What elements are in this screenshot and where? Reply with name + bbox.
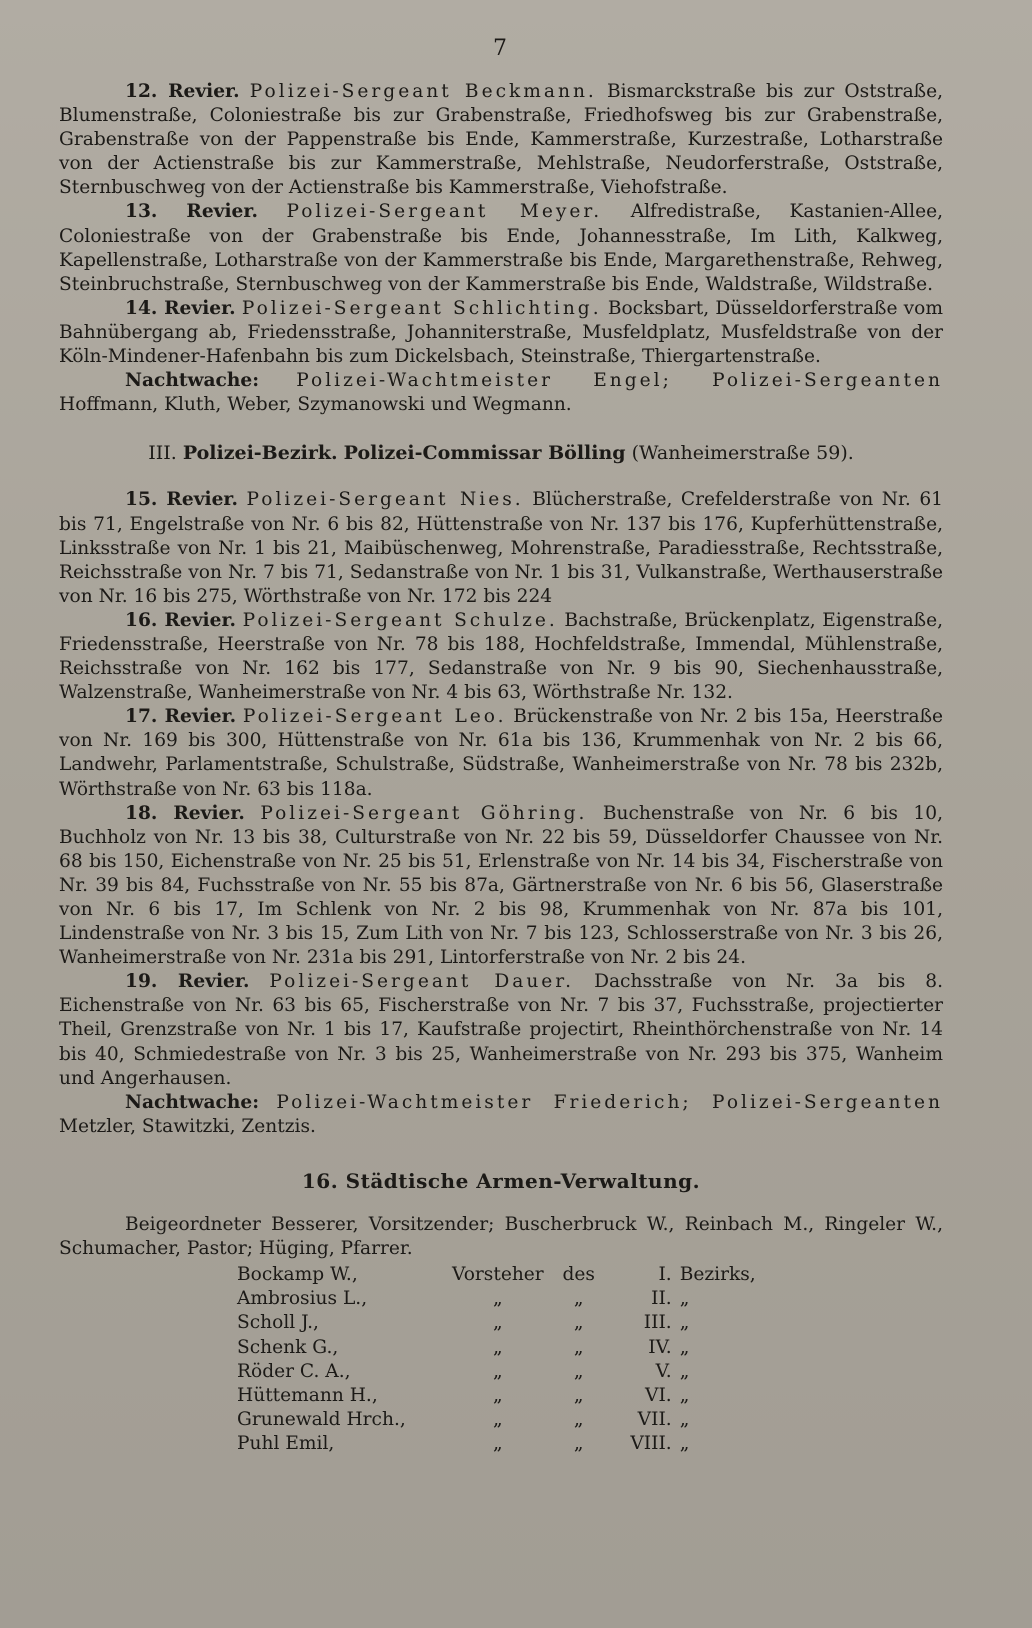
nachtwache-names: Metzler, Stawitzki, Zentzis. — [59, 1115, 316, 1137]
vorsteher-article: „ — [573, 1408, 584, 1430]
page-number: 7 — [493, 36, 507, 61]
bezirk-number: III. — [148, 442, 177, 465]
revier-entry — [59, 609, 943, 705]
vorsteher-article: des — [562, 1264, 595, 1286]
vorsteher-row — [237, 1360, 800, 1384]
revier-streets: Bachstraße, Brückenplatz, Eigenstraße, Friedensstraße, Heerstraße von Nr. 78 bis 188, Hochfeldstraße, Immendal, Mühlenstraße, Reichsstraße von Nr. 162 bis 177, Sedanstraße von Nr. 9 bis 90, Siechenhausstraße, Walzenstraße, Wanheimerstraße von Nr. 4 bis 63, Wörthstraße Nr. 132. — [59, 609, 943, 704]
bezirk-word: „ — [679, 1432, 690, 1454]
revier-heading: 14. Revier. — [125, 297, 236, 319]
revier-entry — [59, 200, 943, 296]
revier-officer: Polizei-Sergeant Beckmann. — [249, 81, 597, 102]
revier-officer: Polizei-Sergeant Schlichting. — [241, 297, 602, 319]
vorsteher-row — [237, 1263, 800, 1287]
vorsteher-title: Vorsteher — [452, 1264, 544, 1286]
revier-heading: 18. Revier. — [125, 802, 245, 824]
bezirk-word: „ — [679, 1336, 690, 1358]
nachtwache-heading: Nachtwache: — [125, 1091, 260, 1113]
vorsteher-article: „ — [573, 1288, 584, 1310]
page-content — [59, 80, 943, 1456]
nachtwache-entry — [59, 1091, 943, 1139]
bezirk-numeral: III. — [643, 1312, 672, 1334]
revier-officer: Polizei-Sergeant Göhring. — [260, 802, 588, 824]
bezirk-word: „ — [679, 1384, 690, 1406]
revier-heading: 15. Revier. — [125, 489, 238, 511]
revier-streets: Alfredistraße, Kastanien-Allee, Coloniestraße von der Grabenstraße bis Ende, Johannesstraße, Im Lith, Kalkweg, Kapellenstraße, Lotharstraße von der Kammerstraße bis Ende, Margarethenstraße, Rehweg, Steinbruchstraße, Sternbuschweg von der Kammerstraße bis Ende, Waldstraße, Wildstraße. — [59, 201, 943, 295]
bezirk-numeral: VII. — [637, 1408, 672, 1430]
revier-entry — [59, 705, 943, 801]
committee-intro: Beigeordneter Besserer, Vorsitzender; Buscherbruck W., Reinbach M., Ringeler W., Schumacher, Pastor; Hüging, Pfarrer. — [59, 1214, 943, 1260]
revier-entry — [59, 488, 943, 608]
bezirk-word: „ — [679, 1408, 690, 1430]
nachtwache-heading: Nachtwache: — [125, 370, 260, 392]
vorsteher-title: „ — [493, 1288, 503, 1310]
revier-officer: Polizei-Sergeant Meyer. — [286, 201, 603, 223]
revier-heading: 12. Revier. — [125, 81, 240, 102]
nachtwache-names: Hoffmann, Kluth, Weber, Szymanowski und Wegmann. — [59, 394, 572, 416]
nachtwache-officers: Polizei-Wachtmeister Engel; Polizei-Sergeanten — [296, 370, 943, 392]
vorsteher-title: „ — [493, 1336, 503, 1358]
vorsteher-name: Schenk G., — [237, 1336, 339, 1358]
bezirk-word: Bezirks, — [679, 1264, 756, 1286]
section-title: 16. Städtische Armen-Verwaltung. — [301, 1168, 701, 1193]
vorsteher-name: Scholl J., — [237, 1312, 319, 1334]
vorsteher-title: „ — [493, 1360, 503, 1382]
bezirk-commissar: Polizei-Commissar Bölling — [343, 442, 626, 465]
revier-streets: Dachsstraße von Nr. 3a bis 8. Eichenstraße von Nr. 63 bis 65, Fischerstraße von Nr. 7 bis 37, Fuchsstraße, projectierter Theil, Grenzstraße von Nr. 1 bis 17, Kaufstraße projectirt, Rheinthörchenstraße von Nr. 14 bis 40, Schmiedestraße von Nr. 3 bis 25, Wanheimerstraße von Nr. 293 bis 375, Wanheim und Angerhausen. — [59, 971, 943, 1089]
bezirk-numeral: V. — [655, 1360, 672, 1382]
bezirk-heading — [59, 441, 943, 465]
vorsteher-name: Puhl Emil, — [237, 1432, 335, 1454]
revier-streets: Buchenstraße von Nr. 6 bis 10, Buchholz von Nr. 13 bis 38, Culturstraße von Nr. 22 bis 59, Düsseldorfer Chaussee von Nr. 68 bis 150, Eichenstraße von Nr. 25 bis 51, Erlenstraße von Nr. 14 bis 34, Fischerstraße von Nr. 39 bis 84, Fuchsstraße von Nr. 55 bis 87a, Gärtnerstraße von Nr. 6 bis 56, Glaserstraße von Nr. 6 bis 17, Im Schlenk von Nr. 2 bis 98, Krummenhak von Nr. 87a bis 101, Lindenstraße von Nr. 3 bis 15, Zum Lith von Nr. 7 bis 123, Schlosserstraße von Nr. 3 bis 26, Wanheimerstraße von Nr. 231a bis 291, Lintorferstraße von Nr. 2 bis 24. — [59, 802, 943, 969]
nachtwache-entry — [59, 369, 943, 417]
vorsteher-article: „ — [573, 1312, 584, 1334]
vorsteher-article: „ — [573, 1360, 584, 1382]
revier-entry — [59, 297, 943, 369]
revier-heading: 16. Revier. — [125, 609, 237, 631]
bezirk-numeral: IV. — [648, 1336, 672, 1358]
vorsteher-row — [237, 1336, 800, 1360]
bezirk-word: „ — [679, 1360, 690, 1382]
revier-heading: 19. Revier. — [125, 971, 250, 993]
revier-entry — [59, 80, 943, 200]
revier-streets: Brückenstraße von Nr. 2 bis 15a, Heerstraße von Nr. 169 bis 300, Hüttenstraße von Nr. 61a bis 136, Krummenhak von Nr. 2 bis 66, Landwehr, Parlamentstraße, Schulstraße, Südstraße, Wanheimerstraße von Nr. 78 bis 232b, Wörthstraße von Nr. 63 bis 118a. — [59, 706, 943, 800]
vorsteher-title: „ — [493, 1384, 503, 1406]
vorsteher-row — [237, 1432, 800, 1456]
revier-entry — [59, 802, 943, 971]
vorsteher-article: „ — [573, 1384, 584, 1406]
vorsteher-row — [237, 1287, 800, 1311]
bezirk-numeral: I. — [658, 1264, 672, 1286]
bezirk-word: „ — [679, 1288, 690, 1310]
vorsteher-name: Röder C. A., — [237, 1360, 351, 1382]
revier-streets: Blücherstraße, Crefelderstraße von Nr. 61 bis 71, Engelstraße von Nr. 6 bis 82, Hüttenstraße von Nr. 137 bis 176, Kupferhüttenstraße, Linksstraße von Nr. 1 bis 21, Maibüschenweg, Mohrenstraße, Paradiesstraße, Rechtsstraße, Reichsstraße von Nr. 7 bis 71, Sedanstraße von Nr. 1 bis 31, Vulkanstraße, Werthauserstraße von Nr. 16 bis 275, Wörthstraße von Nr. 172 bis 224 — [59, 489, 943, 607]
revier-entry — [59, 970, 943, 1090]
vorsteher-article: „ — [573, 1336, 584, 1358]
revier-officer: Polizei-Sergeant Leo. — [242, 706, 507, 728]
revier-officer: Polizei-Sergeant Nies. — [246, 489, 524, 511]
revier-heading: 13. Revier. — [125, 201, 258, 223]
bezirk-numeral: II. — [651, 1288, 672, 1310]
vorsteher-table — [237, 1263, 800, 1456]
revier-officer: Polizei-Sergeant Dauer. — [269, 971, 575, 993]
vorsteher-name: Grunewald Hrch., — [237, 1408, 406, 1430]
bezirk-word: „ — [679, 1312, 690, 1334]
vorsteher-row — [237, 1311, 800, 1335]
bezirk-label: Polizei-Bezirk. — [182, 442, 338, 465]
revier-streets: Bismarckstraße bis zur Oststraße, Blumenstraße, Coloniestraße bis zur Grabenstraße, Friedhofsweg bis zur Grabenstraße, Grabenstraße von der Pappenstraße bis Ende, Kammerstraße, Kurzestraße, Lotharstraße von der Actienstraße bis zur Kammerstraße, Mehlstraße, Neudorferstraße, Oststraße, Sternbuschweg von der Actienstraße bis Kammerstraße, Viehofstraße. — [59, 81, 943, 199]
revier-streets: Bocksbart, Düsseldorferstraße vom Bahnübergang ab, Friedensstraße, Johanniterstraße, Musfeldplatz, Musfeldstraße von der Köln-Mindener-Hafenbahn bis zum Dickelsbach, Steinstraße, Thiergartenstraße. — [59, 297, 943, 368]
bezirk-numeral: VI. — [645, 1384, 672, 1406]
revier-heading: 17. Revier. — [125, 706, 237, 728]
vorsteher-name: Hüttemann H., — [237, 1384, 378, 1406]
vorsteher-name: Bockamp W., — [237, 1264, 358, 1286]
bezirk-numeral: VIII. — [630, 1432, 672, 1454]
revier-officer: Polizei-Sergeant Schulze. — [242, 609, 558, 631]
vorsteher-title: „ — [493, 1312, 503, 1334]
vorsteher-title: „ — [493, 1408, 503, 1430]
vorsteher-name: Ambrosius L., — [237, 1288, 368, 1310]
vorsteher-row — [237, 1384, 800, 1408]
bezirk-address: (Wanheimerstraße 59). — [631, 442, 854, 465]
vorsteher-title: „ — [493, 1432, 503, 1454]
vorsteher-article: „ — [573, 1432, 584, 1454]
vorsteher-row — [237, 1408, 800, 1432]
nachtwache-officers: Polizei-Wachtmeister Friederich; Polizei-Sergeanten — [276, 1091, 943, 1113]
